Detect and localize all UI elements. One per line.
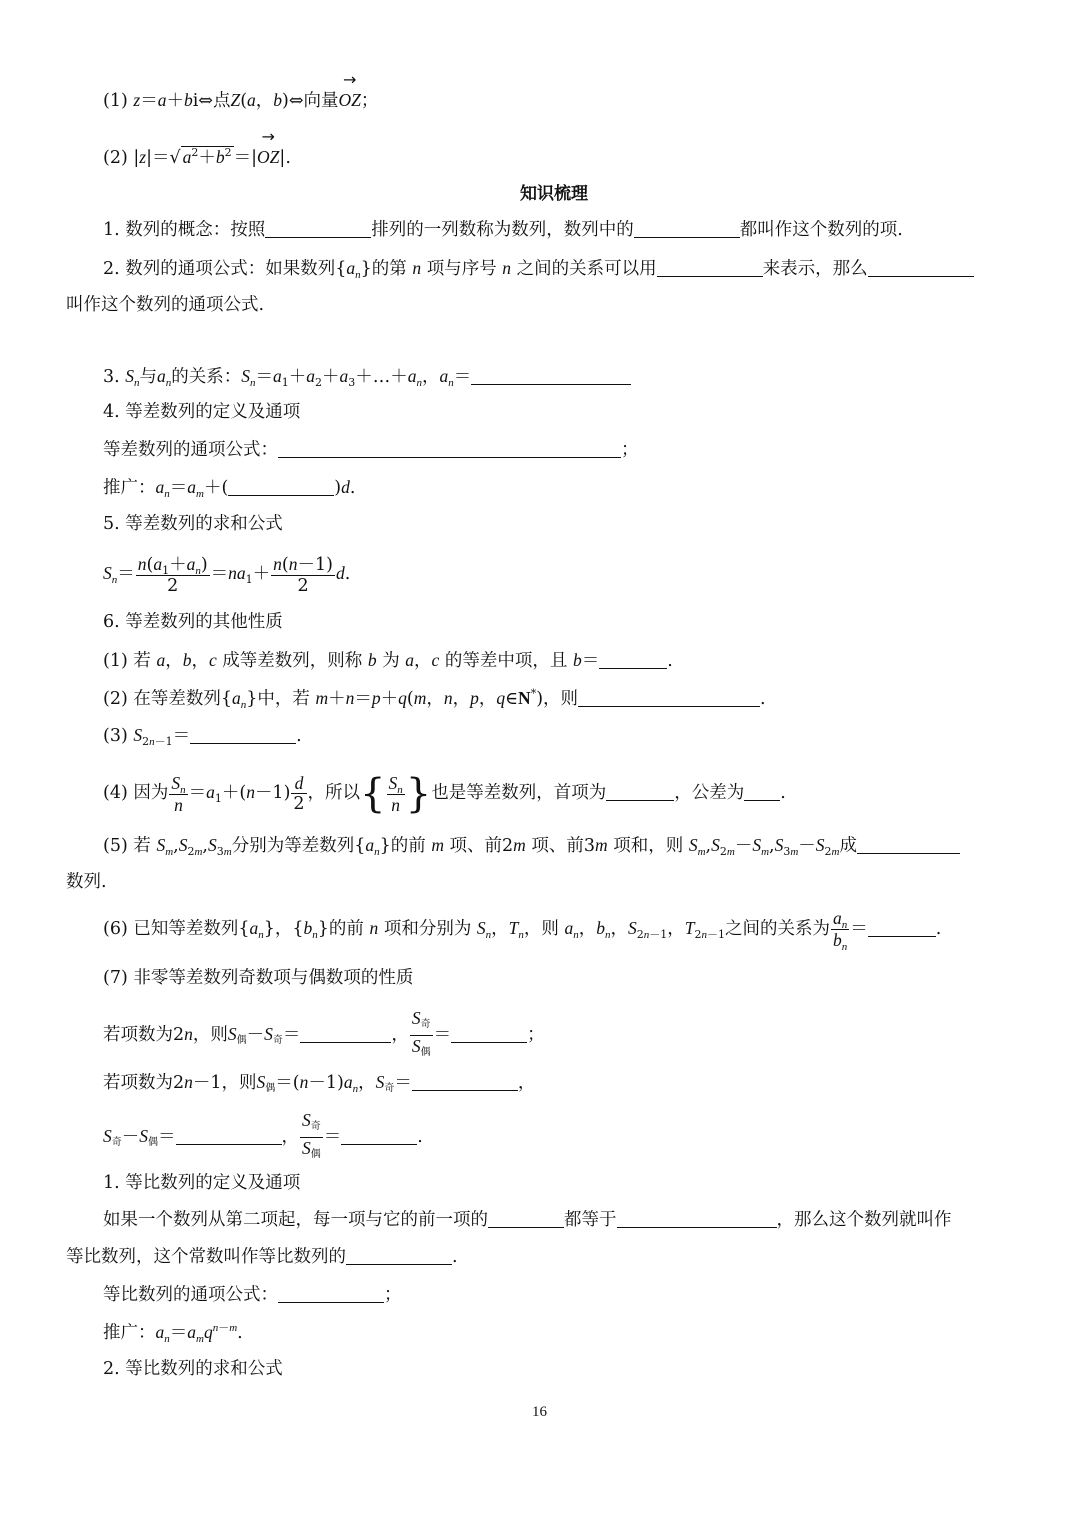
- blank[interactable]: [634, 219, 740, 238]
- blank[interactable]: [300, 1024, 391, 1043]
- arith-prop-5: (5) 若 $S_m,S_{2m},S_{3m}$分别为等差数列$\{a_n\}$的前 m 项、前2m 项、前3m 项和，则 $S_m,S_{2m}-S_m,S_{3m}-S_{2m}$成: [103, 833, 960, 858]
- arith-prop-7b: 若项数为2n－1，则S偶$=(n-1)a_n$，S奇＝ ，: [103, 1072, 536, 1095]
- arith-prop-7c: S奇－S偶＝ ， $\frac{\text{S奇}}{\text{S偶}}$ ＝ .: [103, 1110, 423, 1160]
- arith-prop-6: (6) 已知等差数列$\{a_n\}$，$\{b_n\}$的前 n 项和分别为 $S_n$，$T_n$，则 $a_n$，$b_n$，$S_{2n-1}$，$T_{2n-1}$之间的关系为 $\frac{a_n}{b_n}$ ＝ .: [103, 908, 942, 953]
- blank[interactable]: [744, 782, 780, 801]
- arith-prop-5-cont: 数列.: [66, 872, 107, 892]
- arith-sum-formula: $S_n=$ $\frac{n(a_1+a_n)}{2}$ $=na_1+$ $\frac{n(n-1)}{2}$ d.: [103, 553, 351, 596]
- complex-item-1: (1) z＝a＋bi⇔点Z(a，b)⇔向量OZ → ；: [103, 70, 379, 111]
- arith-sum-heading: 5. 等差数列的求和公式: [103, 514, 283, 534]
- vector-arrow-icon: →: [343, 70, 357, 89]
- blank[interactable]: [278, 1284, 384, 1303]
- section-title: 知识梳理: [520, 184, 588, 204]
- geo-def-heading: 1. 等比数列的定义及通项: [103, 1173, 301, 1193]
- blank[interactable]: [278, 439, 621, 458]
- geo-def-text: 如果一个数列从第二项起，每一项与它的前一项的 都等于 ，那么这个数列就叫作: [103, 1210, 952, 1230]
- blank[interactable]: [868, 258, 974, 277]
- blank[interactable]: [265, 219, 371, 238]
- geo-def-text-cont: 等比数列，这个常数叫作等比数列的 .: [66, 1247, 458, 1267]
- blank[interactable]: [341, 1126, 417, 1145]
- vector-arrow-icon: →: [261, 127, 275, 146]
- geo-sum-heading: 2. 等比数列的求和公式: [103, 1359, 283, 1379]
- blank[interactable]: [471, 366, 631, 385]
- page-number: 16: [532, 1404, 547, 1420]
- seq-general-term-cont: 叫作这个数列的通项公式.: [66, 295, 265, 315]
- blank[interactable]: [228, 477, 334, 496]
- arith-prop-1: (1) 若 a，b，c 成等差数列，则称 b 为 a，c 的等差中项，且 b＝ .: [103, 650, 673, 671]
- complex-item-2: (2) |z|＝√ $a^2+b^2 =|OZ$ → |.: [103, 127, 291, 168]
- blank[interactable]: [617, 1209, 777, 1228]
- blank[interactable]: [606, 782, 674, 801]
- seq-concept: 1. 数列的概念：按照 排列的一列数称为数列，数列中的 都叫作这个数列的项.: [103, 220, 903, 240]
- blank[interactable]: [451, 1024, 527, 1043]
- blank[interactable]: [857, 835, 960, 854]
- blank[interactable]: [578, 688, 760, 707]
- arith-prop-2: (2) 在等差数列$\{a_n\}$中，若 m＋n＝p＋q(m，n，p，q∈N*)，则 .: [103, 687, 766, 711]
- blank[interactable]: [868, 918, 936, 937]
- blank[interactable]: [657, 258, 763, 277]
- blank[interactable]: [176, 1126, 282, 1145]
- blank[interactable]: [599, 650, 667, 669]
- arith-prop-3: (3) $S_{2n-1}=$ .: [103, 725, 302, 748]
- arith-prop-4: (4) 因为 $\frac{S_n}{n}$ $=a_1+(n-1)$ $\frac{d}{2}$ ，所以{ $\frac{S_n}{n}$ }也是等差数列，首项为 ，公差为 .: [103, 770, 786, 817]
- blank[interactable]: [488, 1209, 564, 1228]
- sn-an-relation: 3. $S_n$与$a_n$的关系：$S_n=a_1+a_2+a_3+\dots+a_n$，$a_n=$: [103, 364, 631, 389]
- arith-def-heading: 4. 等差数列的定义及通项: [103, 402, 301, 422]
- seq-general-term: 2. 数列的通项公式：如果数列$\{a_n\}$的第 n 项与序号 n 之间的关系可以用 来表示，那么: [103, 256, 974, 281]
- blank[interactable]: [412, 1072, 518, 1091]
- geo-extension: 推广：$a_n=a_mq^{n-m}$.: [103, 1321, 243, 1345]
- geo-general-formula: 等比数列的通项公式： ；: [103, 1285, 402, 1305]
- arith-props-heading: 6. 等差数列的其他性质: [103, 612, 283, 632]
- arith-extension: 推广：$a_n=a_m+$( )d.: [103, 477, 356, 500]
- blank[interactable]: [190, 725, 296, 744]
- blank[interactable]: [346, 1246, 452, 1265]
- arith-general-formula: 等差数列的通项公式： ；: [103, 440, 639, 460]
- arith-prop-7a: 若项数为2n，则S偶－S奇＝ ， $\frac{\text{S奇}}{\text{S偶}}$ ＝ ；: [103, 1008, 545, 1058]
- arith-prop-7: (7) 非零等差数列奇数项与偶数项的性质: [103, 968, 414, 988]
